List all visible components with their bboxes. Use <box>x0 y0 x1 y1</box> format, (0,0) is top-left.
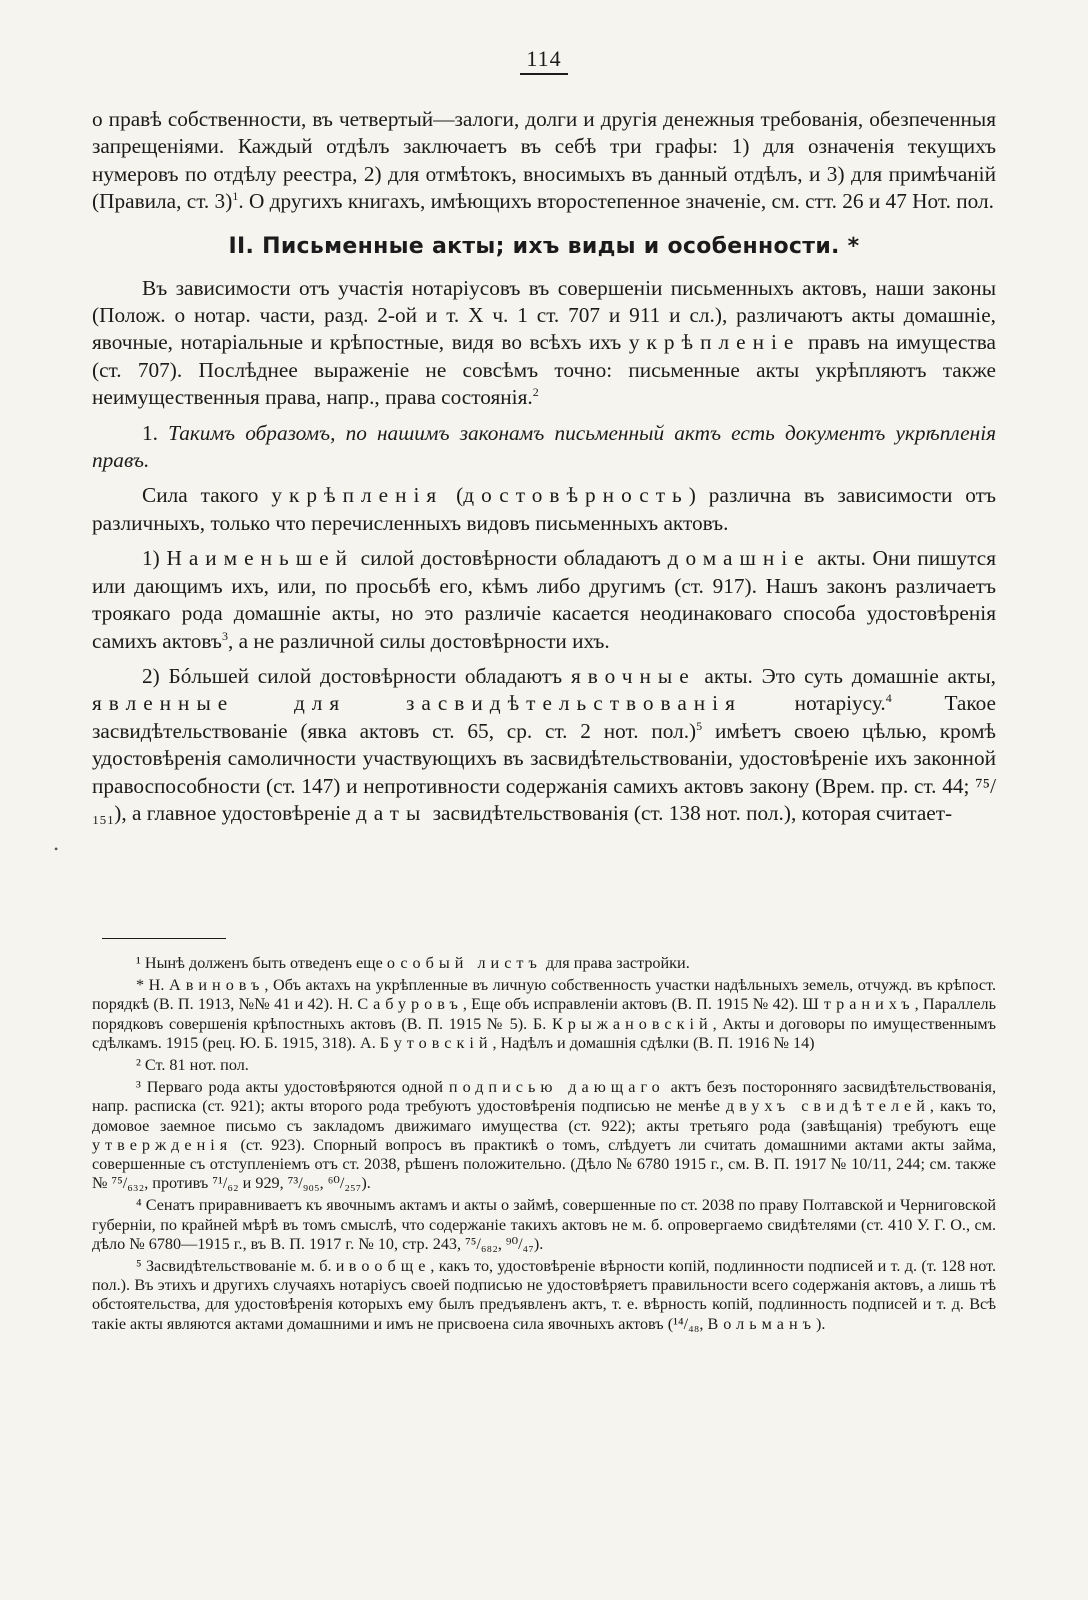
footnote-separator <box>102 938 226 939</box>
paragraph-registered-acts: 2) Бóльшей силой достовѣрности обладаютъ явочные акты. Это суть домашніе акты, явленные для засвидѣтельствованія нотаріусу.$^4$ Такое засвидѣтельствованіе (явка актовъ ст. 65, ср. ст. 2 нот. пол.)$^5$ имѣетъ своею цѣлью, кромѣ удостовѣренія самоличности участвующихъ въ засвидѣтельствованіи, удостовѣреніе ихъ законной правоспособности (ст. 147) и непротивности содержанія самихъ актовъ закону (Врем. пр. ст. 44; ⁷⁵/₁₅₁), а главное удостовѣреніе даты засвидѣтельствованія (ст. 138 нот. пол.), которая считает- <box>92 663 996 825</box>
paragraph-registry-sections: о правѣ собственности, въ четвертый—залоги, долги и другія денежныя требованія, обезпеченныя запрещеніями. Каждый отдѣлъ заключаетъ въ себѣ три графы: 1) для означенія текущихъ нумеровъ по отдѣлу реестра, 2) для отмѣтокъ, вносимыхъ въ данный отдѣлъ, и 3) для примѣчаній (Правила, ст. 3)$^1$. О другихъ книгахъ, имѣющихъ второстепенное значеніе, см. стт. 26 и 47 Нот. пол. <box>92 107 996 214</box>
footnote-1: ¹ Нынѣ долженъ быть отведенъ еще особый листъ для права застройки. <box>136 954 690 972</box>
footnote-2: ² Ст. 81 нот. пол. <box>136 1056 249 1075</box>
footnote-5: ⁵ Засвидѣтельствованіе м. б. и вообще, какъ то, удостовѣреніе вѣрности копій, подлинности подписей и т. д. (т. 128 нот. пол.). Въ этихъ и другихъ случаяхъ нотаріусъ своей подписью не удостовѣряетъ правильности всего содержанія актовъ, а лишь тѣ обстоятельства, для удостовѣренія которыхъ ему былъ предъявленъ актъ, т. е. вѣрность копій, подлинность подписей и т. д. Всѣ такіе акты являются актами домашними и имъ не присвоена сила явочныхъ актовъ (¹⁴/₄₈, Вольманъ). <box>92 1257 996 1333</box>
page-number: 114 <box>92 46 996 72</box>
paragraph-reliability: Сила такого укрѣпленія (достовѣрность) различна въ зависимости отъ различныхъ, только что перечисленныхъ видовъ письменныхъ актовъ. <box>92 483 996 535</box>
paragraph-definition: 1. Такимъ образомъ, по нашимъ законамъ письменный актъ есть документъ укрѣпленія правъ. <box>92 420 997 473</box>
margin-mark: • <box>54 842 59 856</box>
footnote-star: * Н. Авиновъ, Объ актахъ на укрѣпленные въ личную собственность участки надѣльныхъ земель, отчужд. въ крѣпост. порядкѣ (В. П. 1913, №№ 41 и 42). Н. Сабуровъ, Еще объ исправленіи актовъ (В. П. 1915 № 42). Штранихъ, Параллель порядковъ совершенія крѣпостныхъ актовъ (В. П. 1915 № 5). Б. Крыжановскій, Акты и договоры по имущественнымъ сдѣлкамъ. 1915 (рец. Ю. Б. 1915, 318). А. Бутовскій, Надѣлъ и домашнія сдѣлки (В. П. 1916 № 14) <box>92 976 996 1052</box>
main-text <box>92 106 996 827</box>
paragraph-act-types: Въ зависимости отъ участія нотаріусовъ въ совершеніи письменныхъ актовъ, наши законы (Полож. о нотар. части, разд. 2-ой и т. X ч. 1 ст. 707 и 911 и сл.), различаютъ акты домашніе, явочные, нотаріальные и крѣпостные, видя во всѣхъ ихъ укрѣпленіе правъ на имущества (ст. 707). Послѣднее выраженіе не совсѣмъ точно: письменные акты укрѣпляютъ также неимущественныя права, напр., права состоянія.$^2$ <box>92 275 996 410</box>
footnote-3: ³ Перваго рода акты удостовѣряются одной подписью дающаго актъ безъ посторонняго засвидѣтельствованія, напр. расписка (ст. 921); акты второго рода требуютъ удостовѣренія подписью не менѣе двухъ свидѣтелей, какъ то, домовое заемное письмо съ закладомъ движимаго имущества (ст. 922); акты третьяго рода (завѣщанія) требуютъ еще утвержденія (ст. 923). Спорный вопросъ въ практикѣ о томъ, слѣдуетъ ли считать домашними актами акты займа, совершенные съ отступленіемъ отъ ст. 2038, рѣшенъ положительно. (Дѣло № 6780 1915 г., см. В. П. 1917 № 10/11, 244; см. также № ⁷⁵/₆₃₂, противъ ⁷¹/₆₂ и 929, ⁷³/₉₀₅, ⁶⁰/₂₅₇). <box>92 1078 997 1193</box>
paragraph-home-acts: 1) Наименьшей силой достовѣрности обладаютъ домашніе акты. Они пишутся или дающимъ ихъ, или, по просьбѣ его, кѣмъ либо другимъ (ст. 917). Нашъ законъ различаетъ троякаго рода домашніе акты, но это различіе касается неодинаковаго способа удостовѣренія самихъ актовъ$^3$, а не различной силы достовѣрности ихъ. <box>92 546 997 653</box>
footnotes <box>92 954 996 1334</box>
footnote-4: ⁴ Сенатъ приравниваетъ къ явочнымъ актамъ и акты о займѣ, совершенные по ст. 2038 по праву Полтавской и Черниговской губерніи, по крайней мѣрѣ въ томъ смыслѣ, что содержаніе такихъ актовъ не м. б. опровергаемо свидѣтелями (ст. 410 У. Г. О., см. дѣло № 6780—1915 г., въ В. П. 1917 г. № 10, стр. 243, ⁷⁵/₆₈₂, ⁹⁰/₄₇). <box>92 1196 996 1253</box>
section-heading: II. Письменные акты; ихъ виды и особенности. * <box>228 233 860 259</box>
book-page <box>92 0 996 1600</box>
